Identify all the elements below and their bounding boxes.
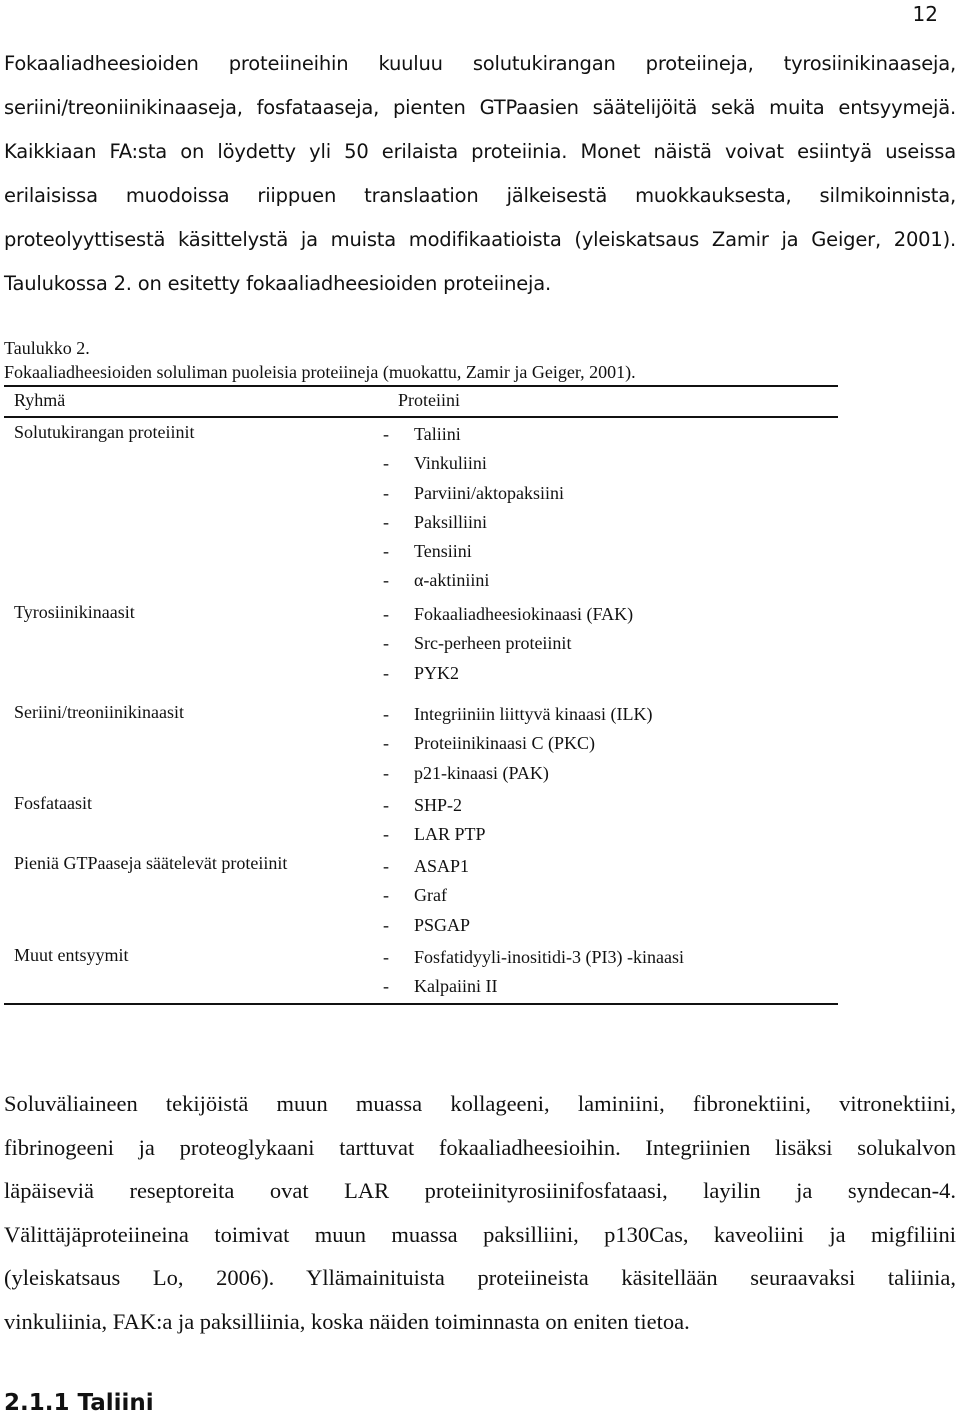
protein-item (383, 791, 486, 820)
paragraph-line: proteolyyttisestä käsittelystä ja muista modifikaatioista (yleiskatsaus Zamir ja Geiger, 2001). (4, 228, 956, 251)
dash-bullet: - (383, 570, 389, 591)
table-header-protein: Proteiini (398, 390, 460, 410)
table-top-rule (4, 385, 838, 387)
paragraph-line: seriini/treoniinikinaaseja, fosfataaseja, pienten GTPaasien säätelijöitä sekä muita entsyymejä. (4, 96, 956, 119)
page-number: 12 (912, 2, 938, 26)
protein-name: Src-perheen proteiinit (414, 633, 572, 654)
paragraph-line: Taulukossa 2. on esitetty fokaaliadheesioiden proteiineja. (4, 272, 552, 295)
protein-list (383, 420, 564, 596)
protein-item (383, 911, 470, 940)
dash-bullet: - (383, 733, 389, 754)
table-group-label: Tyrosiinikinaasit (14, 602, 135, 622)
protein-name: Parviini/aktopaksiini (414, 482, 564, 503)
protein-name: Proteiinikinaasi C (PKC) (414, 733, 595, 754)
protein-item (383, 508, 564, 537)
dash-bullet: - (383, 424, 389, 444)
protein-name: PSGAP (414, 914, 471, 935)
protein-list (383, 943, 684, 1002)
table-group-label: Muut entsyymit (14, 945, 129, 965)
table-header-group: Ryhmä (14, 390, 66, 410)
paragraph-line: läpäiseviä reseptoreita ovat LAR proteiinityrosiinifosfataasi, layilin ja syndecan-4. (4, 1178, 956, 1203)
protein-name: SHP-2 (414, 795, 463, 815)
protein-item (383, 600, 633, 629)
intro-paragraph (4, 42, 956, 306)
dash-bullet: - (383, 885, 389, 906)
dash-bullet: - (383, 541, 389, 562)
protein-item (383, 449, 564, 478)
protein-name: Fosfatidyyli-inositidi-3 (PI3) -kinaasi (414, 947, 684, 967)
matrix-paragraph (4, 1082, 956, 1343)
dash-bullet: - (383, 914, 389, 935)
protein-name: Paksilliini (414, 511, 488, 532)
protein-item (383, 629, 633, 658)
paragraph-line: Välittäjäproteiineina toimivat muun muassa paksilliini, p130Cas, kaveoliini ja migfiliini (4, 1221, 956, 1247)
table-group-label: Fosfataasit (14, 793, 92, 813)
table-header-rule (4, 416, 838, 418)
table-bottom-rule (4, 1003, 838, 1005)
protein-item (383, 729, 652, 758)
dash-bullet: - (383, 604, 389, 624)
protein-list (383, 791, 486, 850)
dash-bullet: - (383, 947, 389, 967)
protein-item (383, 537, 564, 566)
paragraph-line: erilaisissa muodoissa riippuen translaation jälkeisestä muokkauksesta, silmikoinnista, (4, 184, 956, 207)
protein-name: Taliini (414, 424, 461, 444)
paragraph-line: fibrinogeeni ja proteoglykaani tarttuvat fokaaliadheesioihin. Integriinien lisäksi solukalvon (4, 1134, 956, 1160)
paragraph-line: Fokaaliadheesioiden proteiineihin kuuluu solutukirangan proteiineja, tyrosiinikinaaseja, (4, 52, 956, 75)
dash-bullet: - (383, 511, 389, 532)
paragraph-line: vinkuliinia, FAK:a ja paksilliinia, koska näiden toiminnasta on eniten tietoa. (4, 1308, 690, 1334)
dash-bullet: - (383, 482, 389, 503)
table-label: Taulukko 2. (4, 338, 90, 358)
dash-bullet: - (383, 824, 389, 845)
protein-name: Graf (414, 885, 447, 906)
protein-list (383, 852, 470, 940)
dash-bullet: - (383, 704, 389, 724)
protein-item (383, 943, 684, 972)
protein-name: Kalpaiini II (414, 976, 498, 997)
protein-item (383, 566, 564, 595)
table-caption: Fokaaliadheesioiden soluliman puoleisia proteiineja (muokattu, Zamir ja Geiger, 2001). (4, 362, 636, 382)
protein-item (383, 852, 470, 881)
dash-bullet: - (383, 633, 389, 654)
protein-list (383, 700, 652, 788)
table-group-label: Pieniä GTPaaseja säätelevät proteiinit (14, 853, 288, 873)
protein-list (383, 600, 633, 688)
protein-name: PYK2 (414, 662, 460, 683)
dash-bullet: - (383, 795, 389, 815)
protein-item (383, 881, 470, 910)
dash-bullet: - (383, 453, 389, 474)
protein-name: Tensiini (414, 541, 472, 562)
dash-bullet: - (383, 976, 389, 997)
protein-name: Integriiniin liittyvä kinaasi (ILK) (414, 704, 653, 724)
protein-name: α-aktiniini (414, 570, 490, 591)
table-group-label: Solutukirangan proteiinit (14, 422, 195, 442)
protein-name: Vinkuliini (414, 453, 487, 474)
protein-item (383, 759, 652, 788)
protein-item (383, 700, 652, 729)
dash-bullet: - (383, 762, 389, 783)
protein-name: p21-kinaasi (PAK) (414, 762, 549, 783)
protein-item (383, 479, 564, 508)
protein-item (383, 420, 564, 449)
protein-name: LAR PTP (414, 824, 486, 845)
dash-bullet: - (383, 662, 389, 683)
table-group-label: Seriini/treoniinikinaasit (14, 702, 184, 722)
protein-item (383, 659, 633, 688)
paragraph-line: Soluväliaineen tekijöistä muun muassa kollageeni, laminiini, fibronektiini, vitronektiini, (4, 1091, 956, 1116)
section-heading: 2.1.1 Taliini (4, 1390, 154, 1416)
paragraph-line: Kaikkiaan FA:sta on löydetty yli 50 erilaista proteiinia. Monet näistä voivat esiintyä useissa (4, 140, 956, 163)
protein-item (383, 820, 486, 849)
protein-name: ASAP1 (414, 856, 470, 876)
dash-bullet: - (383, 856, 389, 876)
protein-item (383, 972, 684, 1001)
protein-name: Fokaaliadheesiokinaasi (FAK) (414, 604, 634, 624)
paragraph-line: (yleiskatsaus Lo, 2006). Yllämainituista proteiineista käsitellään seuraavaksi taliinia, (4, 1265, 956, 1290)
